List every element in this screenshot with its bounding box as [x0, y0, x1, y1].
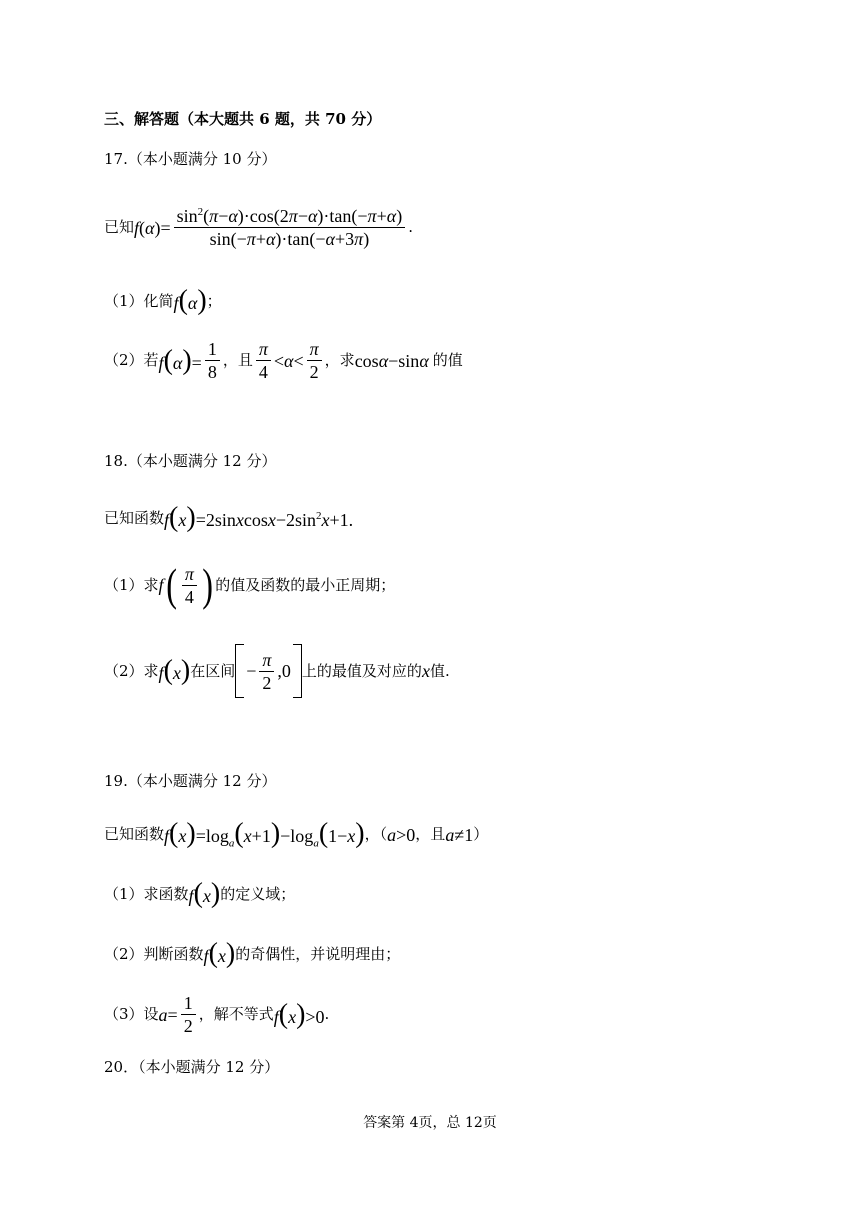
q19-part3: （3）设 a= $\frac{1}{2}$ ，解不等式 f(x)>0 .	[104, 993, 330, 1036]
q19-part1-label: （1）求函数	[104, 884, 189, 903]
q18-given: 已知函数 $f(x)=2sinxcosx-2\sin^2x+1$.	[104, 502, 354, 533]
q19-part2-label: （2）判断函数	[104, 944, 204, 963]
q19-part3-mid: ，解不等式	[198, 1005, 274, 1023]
q17-part2-mid2: ，求	[324, 351, 355, 369]
q19-part2: （2）判断函数 f(x) 的奇偶性，并说明理由；	[104, 938, 401, 969]
q19-given-cond-mid: ，且	[415, 825, 446, 844]
q17-given: 已知 f(α)= $\frac{\sin^2(\pi-\alpha)\cdot\cos(2\pi-\alpha)\cdot\tan(-\pi+\alpha)}{\sin(-\pi+\alpha)\cdot\tan(-\alpha+3\pi)}$ .	[104, 206, 413, 249]
q18-part1-suffix: 的值及函数的最小正周期；	[215, 575, 396, 594]
page-footer: 答案第 4页，总 12页	[363, 1115, 497, 1131]
q17-part2-label: （2）若	[104, 351, 159, 369]
q19-part3-end: .	[324, 1005, 330, 1023]
q19-part2-suffix: 的奇偶性，并说明理由；	[235, 944, 401, 963]
q17-part1: （1）化简 f(α) ；	[104, 285, 222, 316]
q19-part3-label: （3）设	[104, 1005, 159, 1023]
q18-part2-mid: 在区间	[190, 661, 236, 680]
q19-given: 已知函数 $f(x)=\log_a(x+1)-\log_a(1-x)$ ，（ a>0 ，且 a≠1 ）	[104, 818, 489, 850]
q17-part1-suffix: ；	[206, 291, 222, 310]
q19-given-cond-end: ）	[473, 825, 489, 844]
q18-given-prefix: 已知函数	[104, 508, 165, 527]
q19-given-cond: ，（	[364, 825, 388, 844]
q18-part2-end: 值.	[429, 661, 450, 680]
q18-part2: （2）求 f(x) 在区间 − $\frac{\pi}{2}$ ,0 上的最值及对应的 x 值.	[104, 644, 450, 698]
section-title: 三、解答题（本大题共 6 题，共 70 分）	[104, 110, 382, 128]
q17-fraction: $\frac{\sin^2(\pi-\alpha)\cdot\cos(2\pi-\alpha)\cdot\tan(-\pi+\alpha)}{\sin(-\pi+\alpha)\cdot\tan(-\alpha+3\pi)}$	[174, 207, 406, 248]
q19-part1-suffix: 的定义域；	[220, 884, 296, 903]
q18-part1-label: （1）求	[104, 575, 159, 594]
q18-part1: （1）求 f ( $\frac{\pi}{4}$ ) 的值及函数的最小正周期；	[104, 559, 396, 610]
q18-part2-suffix: 上的最值及对应的	[301, 661, 422, 680]
q18-header: 18.（本小题满分 12 分）	[104, 452, 277, 470]
q17-header: 17.（本小题满分 10 分）	[104, 150, 277, 168]
q17-part1-label: （1）化简	[104, 291, 174, 310]
q17-part2-mid: ，且	[222, 351, 253, 369]
q19-header: 19.（本小题满分 12 分）	[104, 772, 277, 790]
q19-part1: （1）求函数 f(x) 的定义域；	[104, 878, 296, 909]
q19-given-prefix: 已知函数	[104, 825, 165, 844]
q17-part2: （2）若 f(α)= $\frac{1}{8}$ ，且 $\frac{\pi}{4}$ <α< $\frac{\pi}{2}$ ，求 cosα−sinα 的值	[104, 339, 463, 382]
q18-part2-label: （2）求	[104, 661, 159, 680]
q17-given-prefix: 已知	[104, 218, 135, 236]
q17-part2-suffix: 的值	[432, 351, 463, 369]
q17-formula: f(α)=	[134, 217, 171, 238]
q20-header: 20．（本小题满分 12 分）	[104, 1058, 280, 1076]
